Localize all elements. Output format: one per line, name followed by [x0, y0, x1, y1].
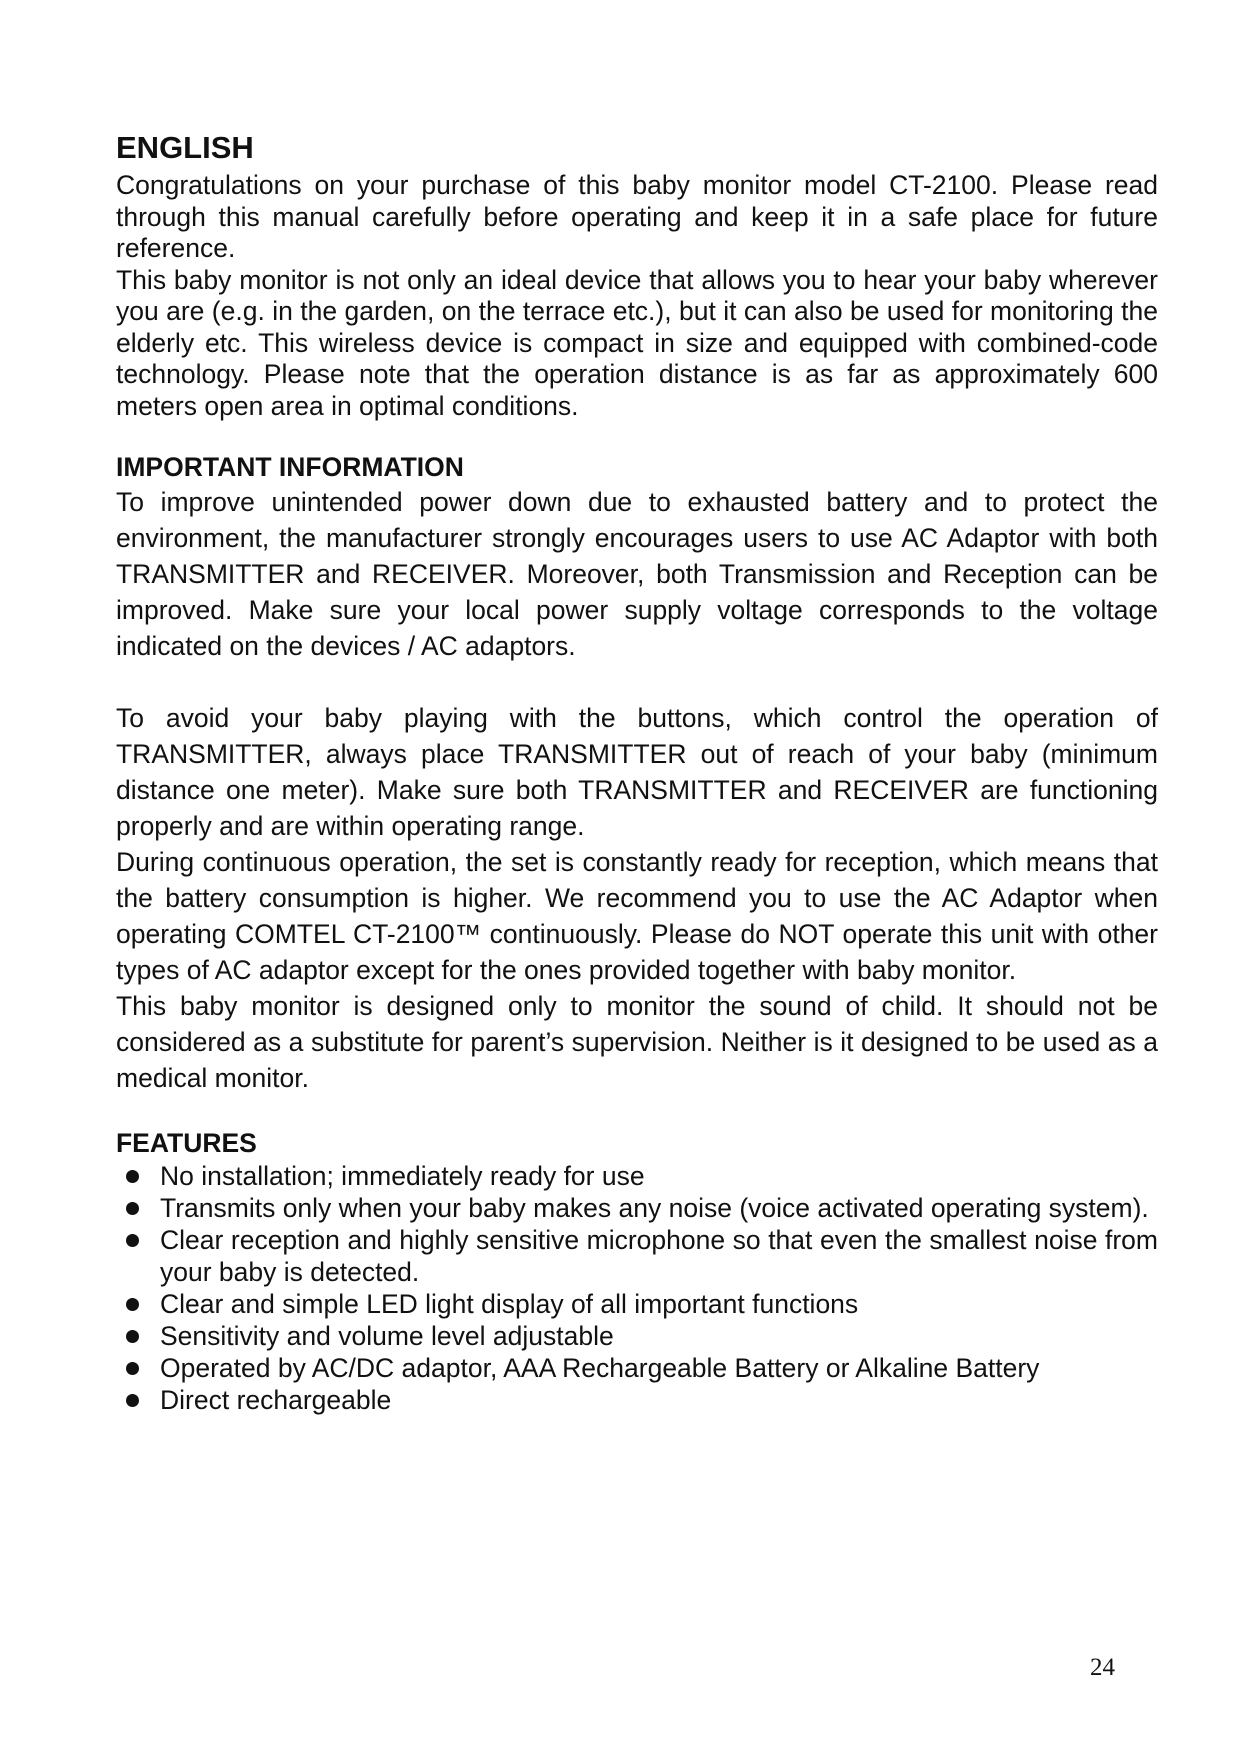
list-item — [116, 1192, 1158, 1224]
feature-text: Operated by AC/DC adaptor, AAA Rechargeable Battery or Alkaline Battery — [160, 1353, 1040, 1383]
intro-paragraph: This baby monitor is not only an ideal device that allows you to hear your baby wherever you are (e.g. in the garden, on the terrace etc.), but it can also be used for monitoring the elderly etc. This wireless device is compact in size and equipped with combined-code technology. Please note that the operation distance is as far as approximately 600 meters open area in optimal conditions. — [116, 264, 1158, 421]
page-number: 24 — [1090, 1654, 1115, 1681]
list-item — [116, 1288, 1158, 1320]
important-paragraph: This baby monitor is designed only to monitor the sound of child. It should not be considered as a substitute for parent’s supervision. Neither is it designed to be used as a medical monitor. — [116, 991, 1158, 1093]
list-item — [116, 1160, 1158, 1192]
important-information-section — [116, 450, 1158, 1096]
list-item — [116, 1352, 1158, 1384]
bullet-icon — [126, 1298, 139, 1311]
list-item — [116, 1320, 1158, 1352]
language-heading: ENGLISH — [116, 130, 254, 165]
bullet-icon — [126, 1202, 139, 1215]
manual-page — [116, 128, 1158, 1416]
bullet-icon — [126, 1330, 139, 1343]
bullet-icon — [126, 1394, 139, 1407]
list-item — [116, 1384, 1158, 1416]
feature-text: Clear reception and highly sensitive microphone so that even the smallest noise from your baby is detected. — [160, 1225, 1158, 1287]
important-paragraph: During continuous operation, the set is constantly ready for reception, which means that the battery consumption is higher. We recommend you to use the AC Adaptor when operating COMTEL CT-2100™ continuously. Please do NOT operate this unit with other types of AC adaptor except for the ones provided together with baby monitor. — [116, 847, 1158, 985]
feature-text: No installation; immediately ready for use — [160, 1161, 645, 1191]
bullet-icon — [126, 1362, 139, 1375]
important-paragraph: To avoid your baby playing with the buttons, which control the operation of TRANSMITTER, always place TRANSMITTER out of reach of your baby (minimum distance one meter). Make sure both TRANSMITTER and RECEIVER are functioning properly and are within operating range. — [116, 703, 1158, 841]
list-item — [116, 1224, 1158, 1288]
features-list — [116, 1160, 1158, 1416]
intro-paragraph: Congratulations on your purchase of this baby monitor model CT-2100. Please read through this manual carefully before operating and keep it in a safe place for future reference. — [116, 170, 1158, 263]
feature-text: Clear and simple LED light display of all important functions — [160, 1289, 859, 1319]
important-paragraph: To improve unintended power down due to exhausted battery and to protect the environment, the manufacturer strongly encourages users to use AC Adaptor with both TRANSMITTER and RECEIVER. Moreover, both Transmission and Reception can be improved. Make sure your local power supply voltage corresponds to the voltage indicated on the devices / AC adaptors. — [116, 487, 1158, 661]
features-section — [116, 1126, 1158, 1416]
feature-text: Transmits only when your baby makes any noise (voice activated operating system). — [160, 1193, 1149, 1223]
feature-text: Direct rechargeable — [160, 1385, 392, 1415]
bullet-icon — [126, 1234, 139, 1247]
bullet-icon — [126, 1170, 139, 1183]
feature-text: Sensitivity and volume level adjustable — [160, 1321, 614, 1351]
features-heading: FEATURES — [116, 1128, 257, 1158]
important-information-heading: IMPORTANT INFORMATION — [116, 452, 464, 482]
